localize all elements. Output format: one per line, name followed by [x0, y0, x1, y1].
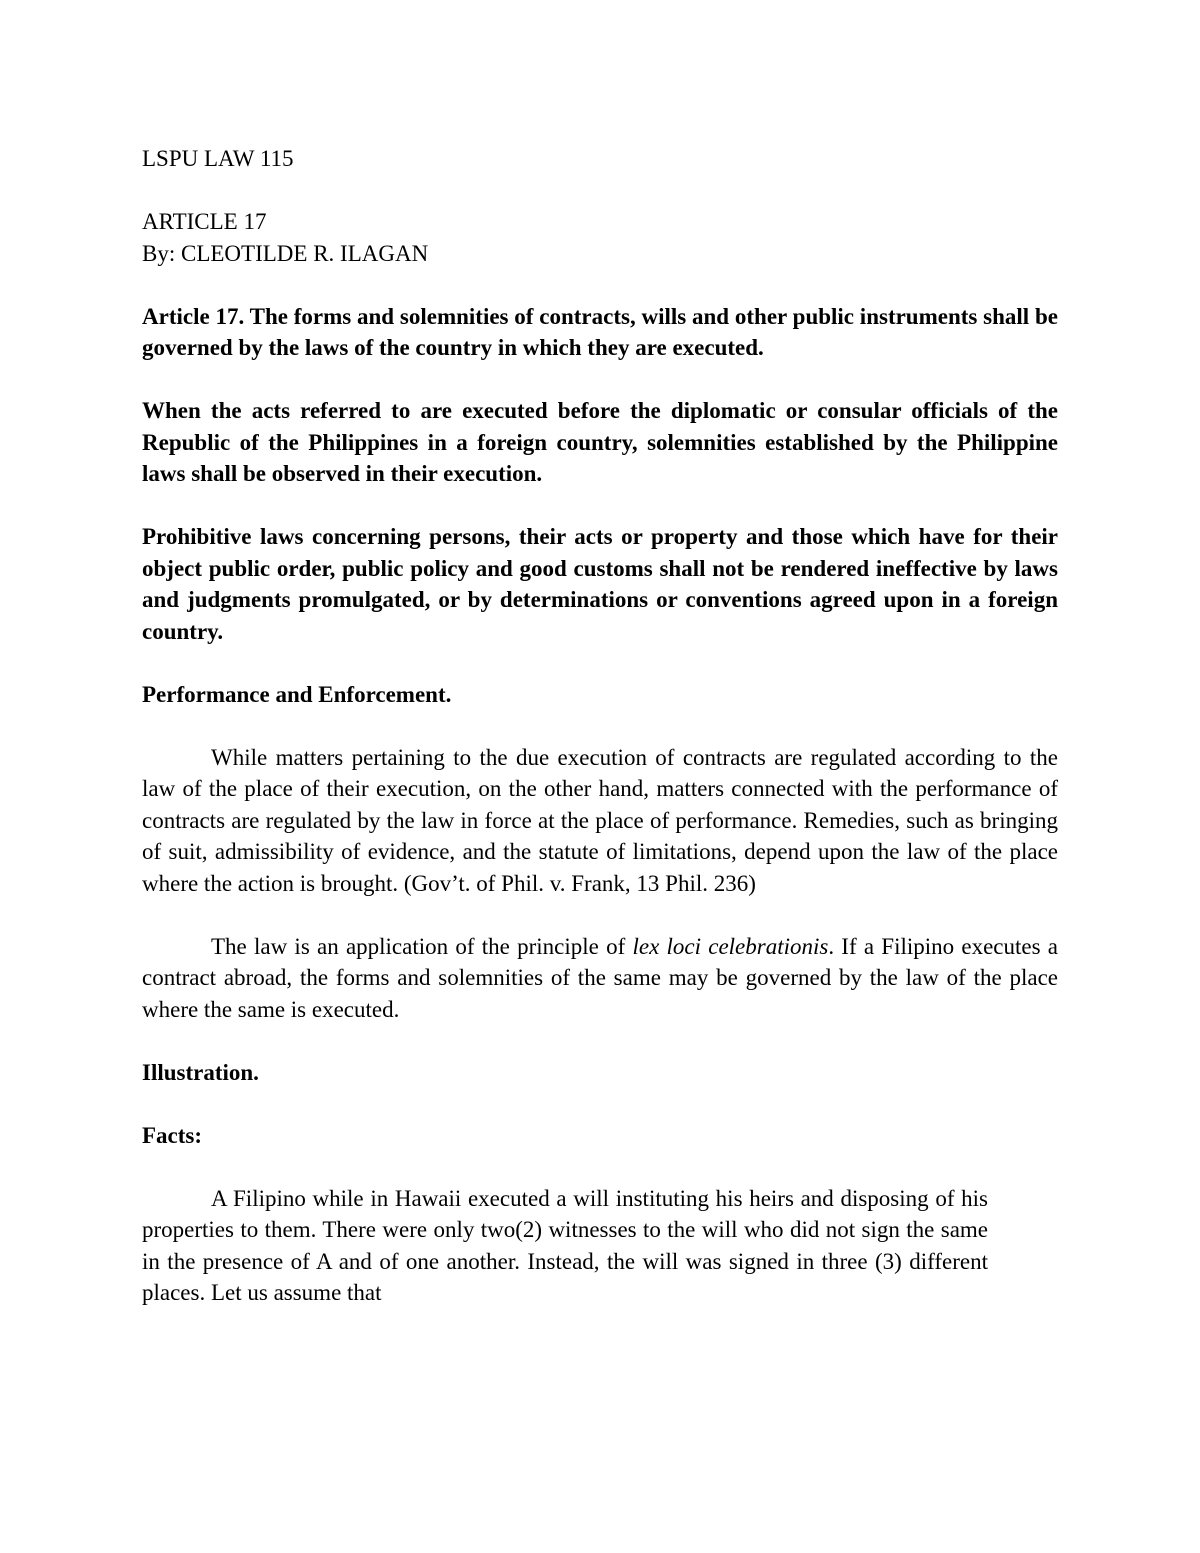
- para2-text-after: . If a Filipino executes a contract abroad, the forms and solemnities of the same may be governed by the law of the place where the same is executed.: [142, 933, 1059, 1022]
- facts-paragraph: A Filipino while in Hawaii executed a will instituting his heirs and disposing of his properties to them. There were only two(2) witnesses to the will who did not sign the same in the presence of A and of one another. Instead, the will was signed in three (3) different places. Let us assume that: [142, 1185, 988, 1305]
- para2-latin-term: lex loci celebrationis: [632, 933, 829, 959]
- course-code: LSPU LAW 115: [142, 146, 294, 171]
- illustration-heading: Illustration.: [142, 1059, 259, 1085]
- performance-paragraph-2: [142, 931, 1058, 1026]
- article-paragraph-1: Article 17. The forms and solemnities of contracts, wills and other public instruments shall be governed by the laws of the country in which they are executed.: [142, 303, 1058, 360]
- article-paragraph-3: Prohibitive laws concerning persons, their acts or property and those which have for their object public order, public policy and good customs shall not be rendered ineffective by laws and judgments promulgated, or by determinations or conventions agreed upon in a foreign country.: [142, 524, 1058, 644]
- article-paragraph-2: When the acts referred to are executed before the diplomatic or consular officials of the Republic of the Philippines in a foreign country, solemnities established by the Philippine laws shall be observed in their execution.: [142, 398, 1058, 486]
- author-line: By: CLEOTILDE R. ILAGAN: [142, 240, 429, 266]
- facts-heading: Facts:: [142, 1122, 203, 1148]
- para2-text-before: The law is an application of the principle of: [211, 933, 633, 959]
- document-page: [142, 143, 1058, 1309]
- performance-heading: Performance and Enforcement.: [142, 681, 452, 707]
- article-title: ARTICLE 17: [142, 209, 267, 234]
- performance-paragraph-1: While matters pertaining to the due execution of contracts are regulated according to the law of the place of their execution, on the other hand, matters connected with the performance of contracts are regulated by the law in force at the place of performance. Remedies, such as bringing of suit, admissibility of evidence, and the statute of limitations, depend upon the law of the place where the action is brought. (Gov’t. of Phil. v. Frank, 13 Phil. 236): [142, 744, 1058, 896]
